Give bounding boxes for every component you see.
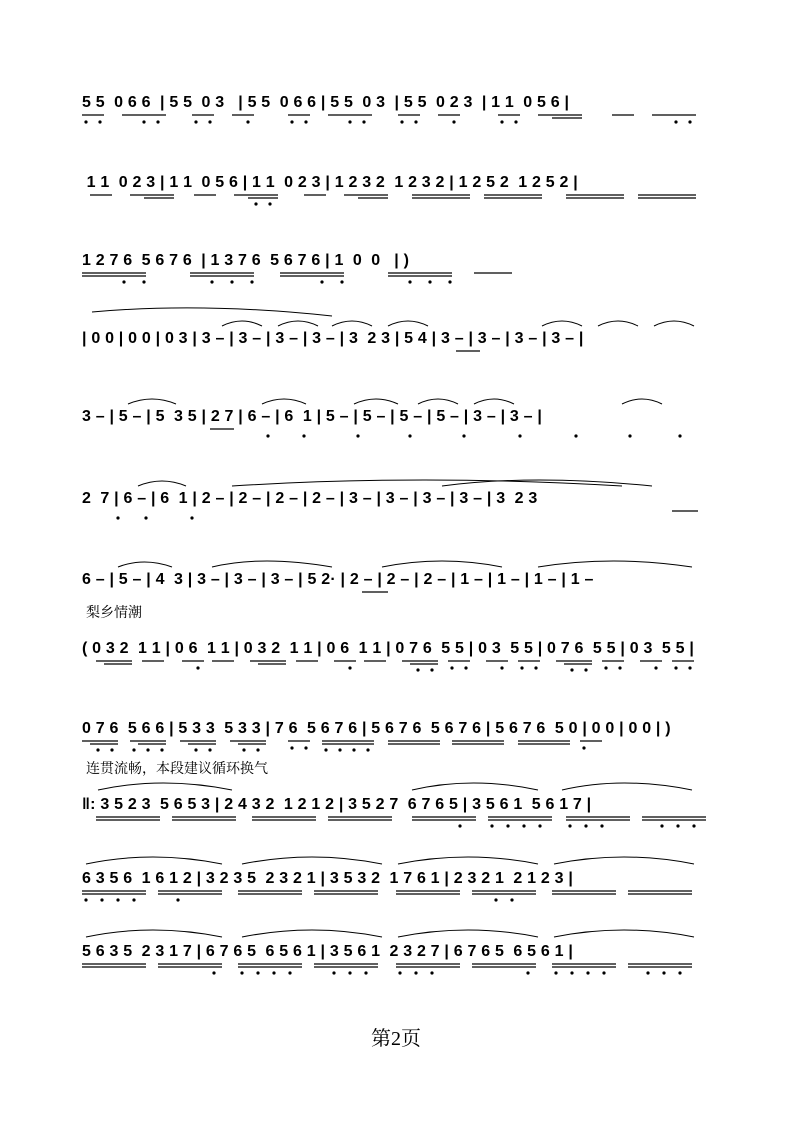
score-line-9 [82, 714, 712, 754]
score-line-11 [82, 864, 712, 904]
score-line-2 [82, 168, 712, 208]
score-line-4 [82, 324, 712, 364]
section-instruction: 连贯流畅，本段建议循环换气 [86, 761, 268, 777]
score-line-1 [82, 88, 712, 128]
score-line-1-text: 5 5 0 6 6 | 5 5 0 3 | 5 5 0 6 6 | 5 5 0 3 | 5 5 0 2 3 | 1 1 0 5 6 | [82, 94, 570, 111]
score-line-3 [82, 246, 712, 286]
score-line-12-text: 5 6 3 5 2 3 1 7 | 6 7 6 5 6 5 6 1 | 3 5 6 1 2 3 2 7 | 6 7 6 5 6 5 6 1 | [82, 943, 574, 960]
score-line-12 [82, 937, 712, 977]
score-line-2-text: 1 1 0 2 3 | 1 1 0 5 6 | 1 1 0 2 3 | 1 2 3 2 1 2 3 2 | 1 2 5 2 1 2 5 2 | [82, 174, 578, 191]
score-line-7 [82, 565, 712, 605]
score-line-5 [82, 402, 712, 442]
page-number: 第2页 [371, 1028, 421, 1050]
score-line-10 [82, 790, 712, 830]
section-label: 梨乡情潮 [86, 605, 142, 621]
score-line-8-text: ( 0 3 2 1 1 | 0 6 1 1 | 0 3 2 1 1 | 0 6 1 1 | 0 7 6 5 5 | 0 3 5 5 | 0 7 6 5 5 | 0 3 5 5 | [82, 640, 695, 657]
score-line-3-text: 1 2 7 6 5 6 7 6 | 1 3 7 6 5 6 7 6 | 1 0 0 | ) [82, 252, 410, 269]
score-line-4-text: | 0 0 | 0 0 | 0 3 | 3 – | 3 – | 3 – | 3 – | 3 2 3 | 5 4 | 3 – | 3 – | 3 – | 3 – | [82, 330, 584, 347]
score-line-9-text: 0 7 6 5 6 6 | 5 3 3 5 3 3 | 7 6 5 6 7 6 | 5 6 7 6 5 6 7 6 | 5 6 7 6 5 0 | 0 0 | 0 0 | ) [82, 720, 671, 737]
score-line-8 [82, 634, 712, 674]
score-line-10-text: ‖: 3 5 2 3 5 6 5 3 | 2 4 3 2 1 2 1 2 | 3 5 2 7 6 7 6 5 | 3 5 6 1 5 6 1 7 | [82, 796, 592, 813]
score-line-6 [82, 484, 712, 524]
score-line-11-text: 6 3 5 6 1 6 1 2 | 3 2 3 5 2 3 2 1 | 3 5 3 2 1 7 6 1 | 2 3 2 1 2 1 2 3 | [82, 870, 574, 887]
score-line-5-text: 3 – | 5 – | 5 3 5 | 2 7 | 6 – | 6 1 | 5 – | 5 – | 5 – | 5 – | 3 – | 3 – | [82, 408, 543, 425]
score-line-7-text: 6 – | 5 – | 4 3 | 3 – | 3 – | 3 – | 5 2· | 2 – | 2 – | 2 – | 1 – | 1 – | 1 – | 1 – [82, 571, 594, 588]
score-line-6-text: 2 7 | 6 – | 6 1 | 2 – | 2 – | 2 – | 2 – | 3 – | 3 – | 3 – | 3 – | 3 2 3 [82, 490, 538, 507]
